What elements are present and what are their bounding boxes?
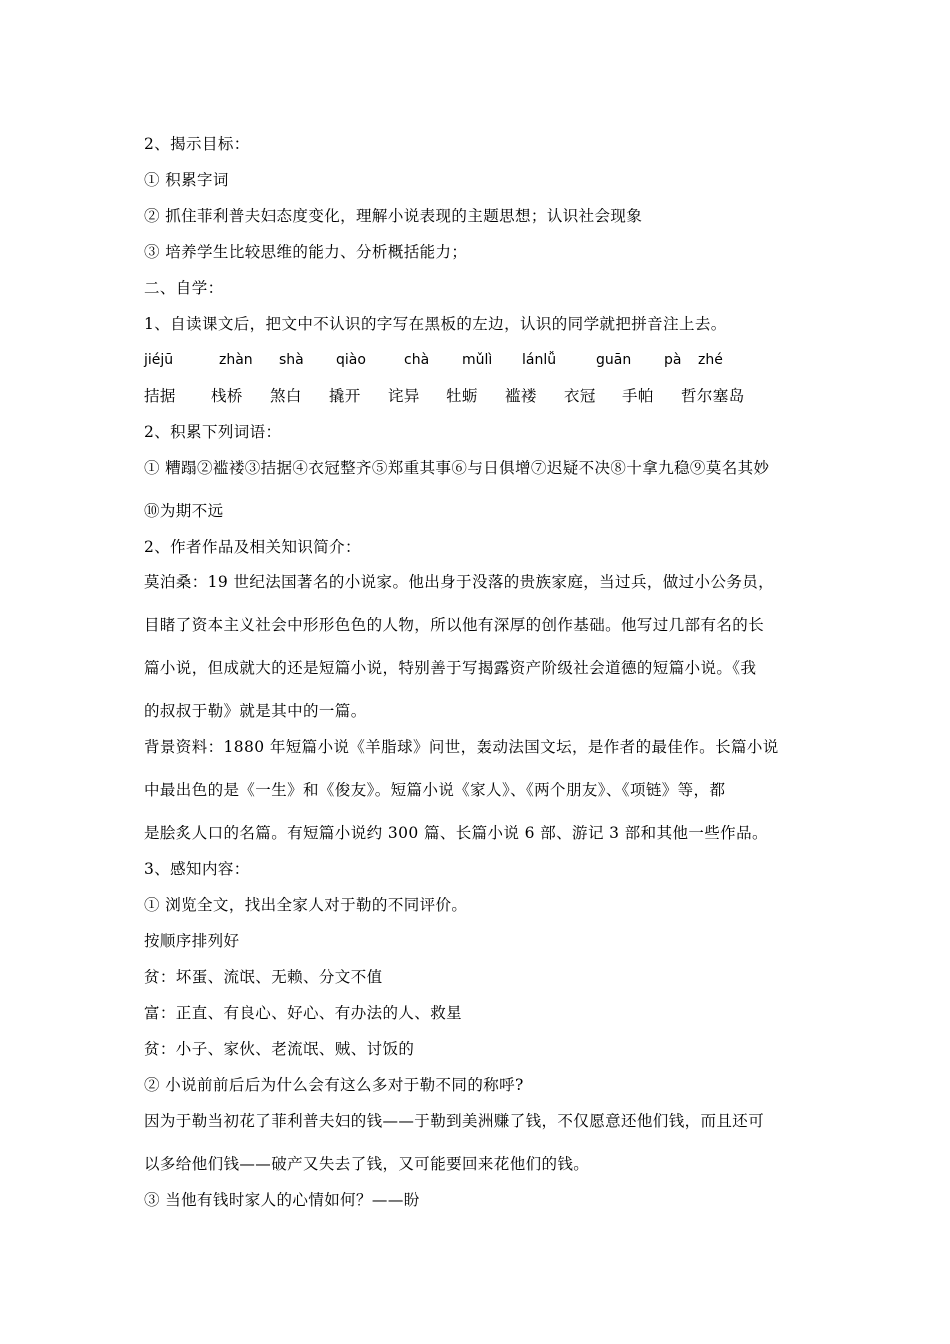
word-item: 煞白 [270, 387, 302, 405]
word-item: 撬开 [329, 387, 361, 405]
question-2: ② 小说前前后后为什么会有这么多对于勒不同的称呼? [144, 1076, 524, 1094]
answer-2-line: 因为于勒当初花了菲利普夫妇的钱——于勒到美洲赚了钱，不仅愿意还他们钱，而且还可 [144, 1112, 765, 1130]
word-item: 栈桥 [211, 387, 243, 405]
pinyin-item: guān [596, 352, 632, 368]
content-heading: 3、感知内容： [144, 860, 250, 878]
goal-item-3: ③ 培养学生比较思维的能力、分析概括能力； [144, 243, 468, 261]
vocab-line: ⑩为期不远 [144, 502, 224, 520]
word-item: 诧异 [388, 387, 420, 405]
background-line: 是脍炙人口的名篇。有短篇小说约 300 篇、长篇小说 6 部、游记 3 部和其他一些作品。 [144, 824, 768, 842]
word-item: 拮据 [144, 387, 176, 405]
self-study-instruction: 1、自读课文后，把文中不认识的字写在黑板的左边，认识的同学就把拼音注上去。 [144, 315, 727, 333]
evaluation-poor-1: 贫：坏蛋、流氓、无赖、分文不值 [144, 968, 383, 986]
author-bio-line: 目睹了资本主义社会中形形色色的人物，所以他有深厚的创作基础。他写过几部有名的长 [144, 616, 765, 634]
word-row [144, 378, 814, 414]
pinyin-item: pà [664, 352, 682, 368]
pinyin-item: lánlǚ [522, 352, 557, 368]
word-item: 褴褛 [505, 387, 537, 405]
goal-heading: 2、揭示目标： [144, 135, 250, 153]
pinyin-item: mǔlì [462, 352, 493, 368]
document-page [144, 126, 814, 1218]
pinyin-row [144, 342, 814, 378]
author-heading: 2、作者作品及相关知识简介： [144, 538, 361, 556]
word-item: 牡蛎 [446, 387, 478, 405]
evaluation-poor-2: 贫：小子、家伙、老流氓、贼、讨饭的 [144, 1040, 415, 1058]
pinyin-item: shà [279, 352, 304, 368]
background-line: 中最出色的是《一生》和《俊友》。短篇小说《家人》、《两个朋友》、《项链》等，都 [144, 781, 726, 799]
vocab-heading: 2、积累下列词语： [144, 423, 282, 441]
word-item: 衣冠 [564, 387, 596, 405]
pinyin-item: qiào [336, 352, 366, 368]
pinyin-item: zhé [698, 352, 723, 368]
pinyin-item: chà [404, 352, 430, 368]
pinyin-item: zhàn [219, 352, 253, 368]
answer-2-line: 以多给他们钱——破产又失去了钱，又可能要回来花他们的钱。 [144, 1155, 590, 1173]
goal-item-1: ① 积累字词 [144, 171, 229, 189]
order-note: 按顺序排列好 [144, 932, 240, 950]
vocab-line: ① 糟蹋②褴褛③拮据④衣冠整齐⑤郑重其事⑥与日俱增⑦迟疑不决⑧十拿九稳⑨莫名其妙 [144, 459, 770, 477]
pinyin-item: jiéjū [144, 352, 174, 368]
word-item: 手帕 [622, 387, 654, 405]
author-bio-line: 莫泊桑：19 世纪法国著名的小说家。他出身于没落的贵族家庭，当过兵，做过小公务员， [144, 573, 775, 591]
evaluation-rich: 富：正直、有良心、好心、有办法的人、救星 [144, 1004, 463, 1022]
author-bio-line: 的叔叔于勒》就是其中的一篇。 [144, 702, 367, 720]
goal-item-2: ② 抓住菲利普夫妇态度变化，理解小说表现的主题思想；认识社会现象 [144, 207, 643, 225]
background-line: 背景资料：1880 年短篇小说《羊脂球》问世，轰动法国文坛，是作者的最佳作。长篇小说 [144, 738, 779, 756]
author-bio-line: 篇小说，但成就大的还是短篇小说，特别善于写揭露资产阶级社会道德的短篇小说。《我 [144, 659, 757, 677]
question-3: ③ 当他有钱时家人的心情如何？——盼 [144, 1191, 420, 1209]
word-item: 哲尔塞岛 [681, 387, 745, 405]
question-1: ① 浏览全文，找出全家人对于勒的不同评价。 [144, 896, 468, 914]
self-study-heading: 二、自学： [144, 279, 224, 297]
